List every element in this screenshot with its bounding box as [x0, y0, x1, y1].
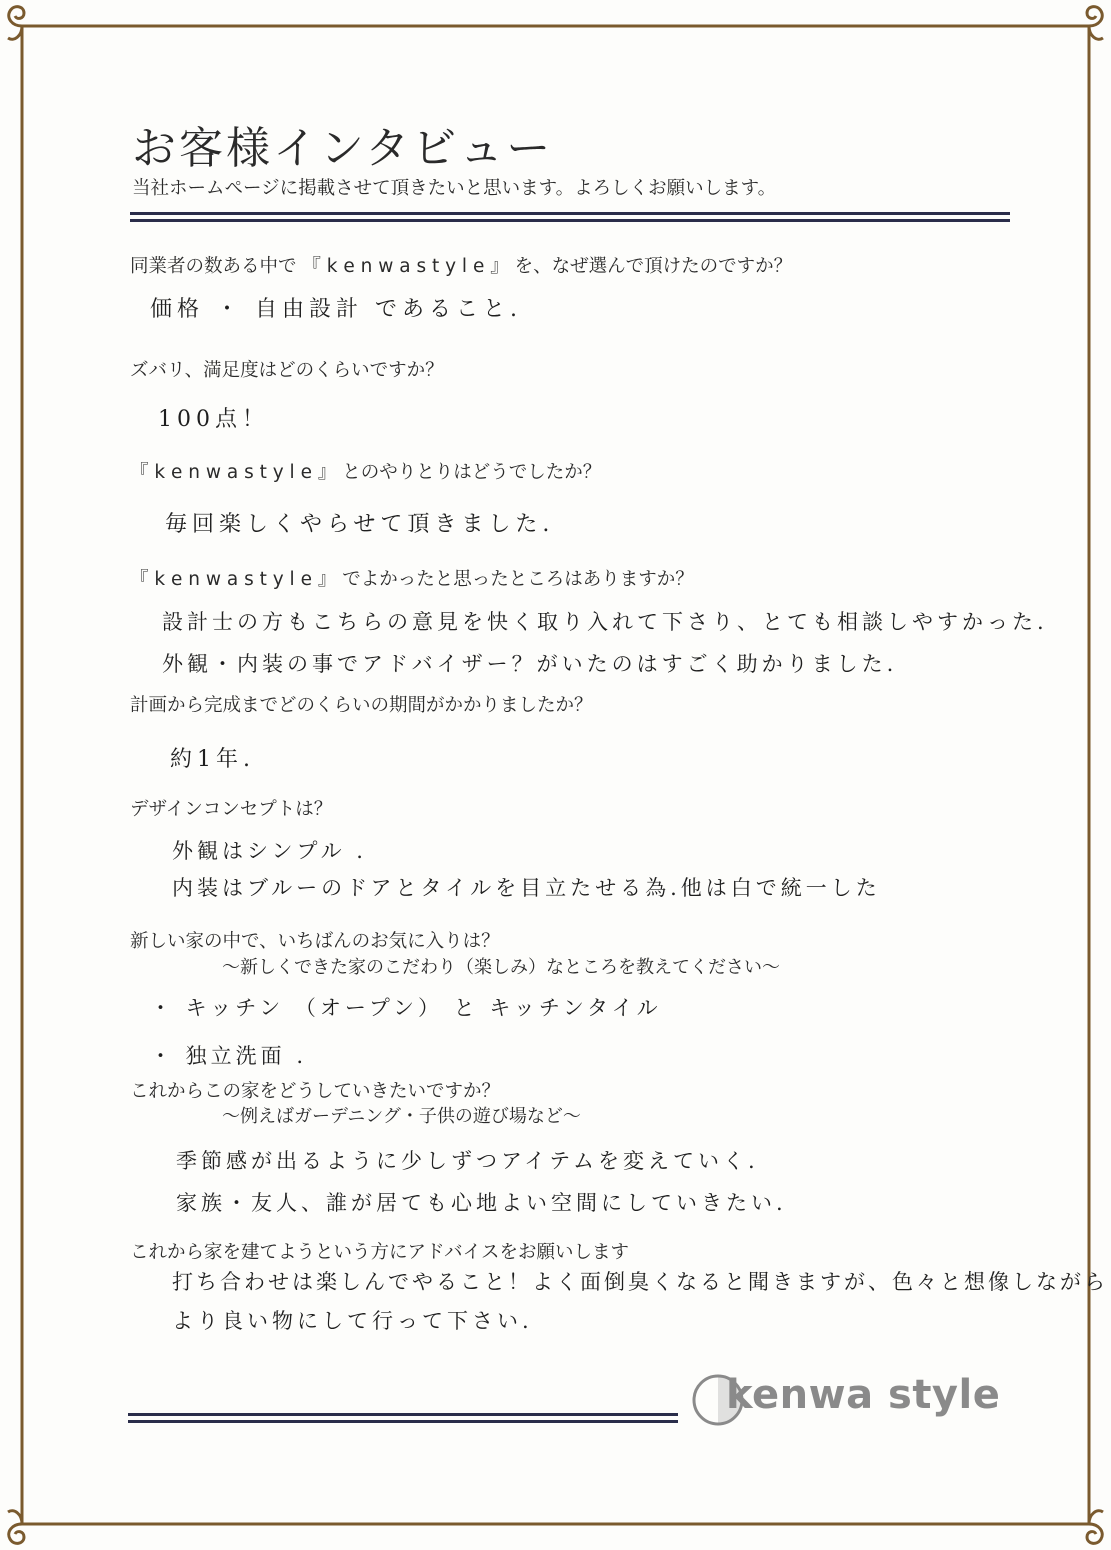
header-divider	[130, 212, 1010, 224]
question-text: ズバリ、満足度はどのくらいですか？	[130, 360, 444, 381]
question-subtext: 〜新しくできた家のこだわり（楽しみ）なところを教えてください〜	[222, 957, 780, 978]
question-text: 『 k e n w a s t y l e 』 でよかったと思ったところはありますか？	[130, 569, 694, 590]
kenwa-style-logo	[692, 1368, 1001, 1432]
answer-text: 価格 ・ 自由設計 であること.	[150, 297, 522, 322]
answer-text: 外観・内装の事でアドバイザー？がいたのはすごく助かりました.	[162, 652, 898, 676]
question-text: デザインコンセプトは？	[130, 799, 333, 820]
answer-text: 内装はブルーのドアとタイルを目立たせる為.他は白で統一した	[172, 876, 881, 900]
answer-text: ・ キッチン （オープン） と キッチンタイル	[150, 996, 662, 1020]
question-subtext: 〜例えばガーデニング・子供の遊び場など〜	[222, 1106, 581, 1127]
question-text: 同業者の数ある中で 『 k e n w a s t y l e 』 を、なぜ選んで頂けたのですか？	[130, 256, 793, 277]
answer-text: より良い物にして行って下さい.	[172, 1309, 533, 1333]
answer-text: 設計士の方もこちらの意見を快く取り入れて下さり、とても相談しやすかった.	[162, 610, 1048, 634]
answer-text: ・ 独立洗面 .	[150, 1044, 308, 1068]
question-text: これからこの家をどうしていきたいですか？	[130, 1081, 501, 1102]
question-text: 新しい家の中で、いちばんのお気に入りは？	[130, 931, 500, 952]
answer-text: 毎回楽しくやらせて頂きました.	[165, 512, 555, 537]
answer-text: 外観はシンプル .	[172, 839, 367, 863]
answer-text: 家族・友人、誰が居ても心地よい空間にしていきたい.	[176, 1191, 787, 1215]
page-subtitle: 当社ホームページに掲載させて頂きたいと思います。よろしくお願いします。	[132, 178, 777, 199]
question-text: 計画から完成までどのくらいの期間がかかりましたか？	[130, 695, 593, 716]
answer-text: 季節感が出るように少しずつアイテムを変えていく.	[176, 1149, 759, 1173]
answer-text: 打ち合わせは楽しんでやること！よく面倒臭くなると聞きますが、色々と想像しながら	[172, 1270, 1108, 1294]
question-text: これから家を建てようという方にアドバイスをお願いします	[130, 1242, 629, 1263]
logo-text: kenwa style	[726, 1372, 1001, 1418]
answer-text: 100点！	[158, 407, 269, 432]
question-text: 『 k e n w a s t y l e 』 とのやりとりはどうでしたか？	[130, 462, 602, 483]
page-title: お客様インタビュー	[132, 123, 554, 174]
footer-divider	[128, 1413, 678, 1425]
answer-text: 約1年.	[170, 747, 255, 772]
